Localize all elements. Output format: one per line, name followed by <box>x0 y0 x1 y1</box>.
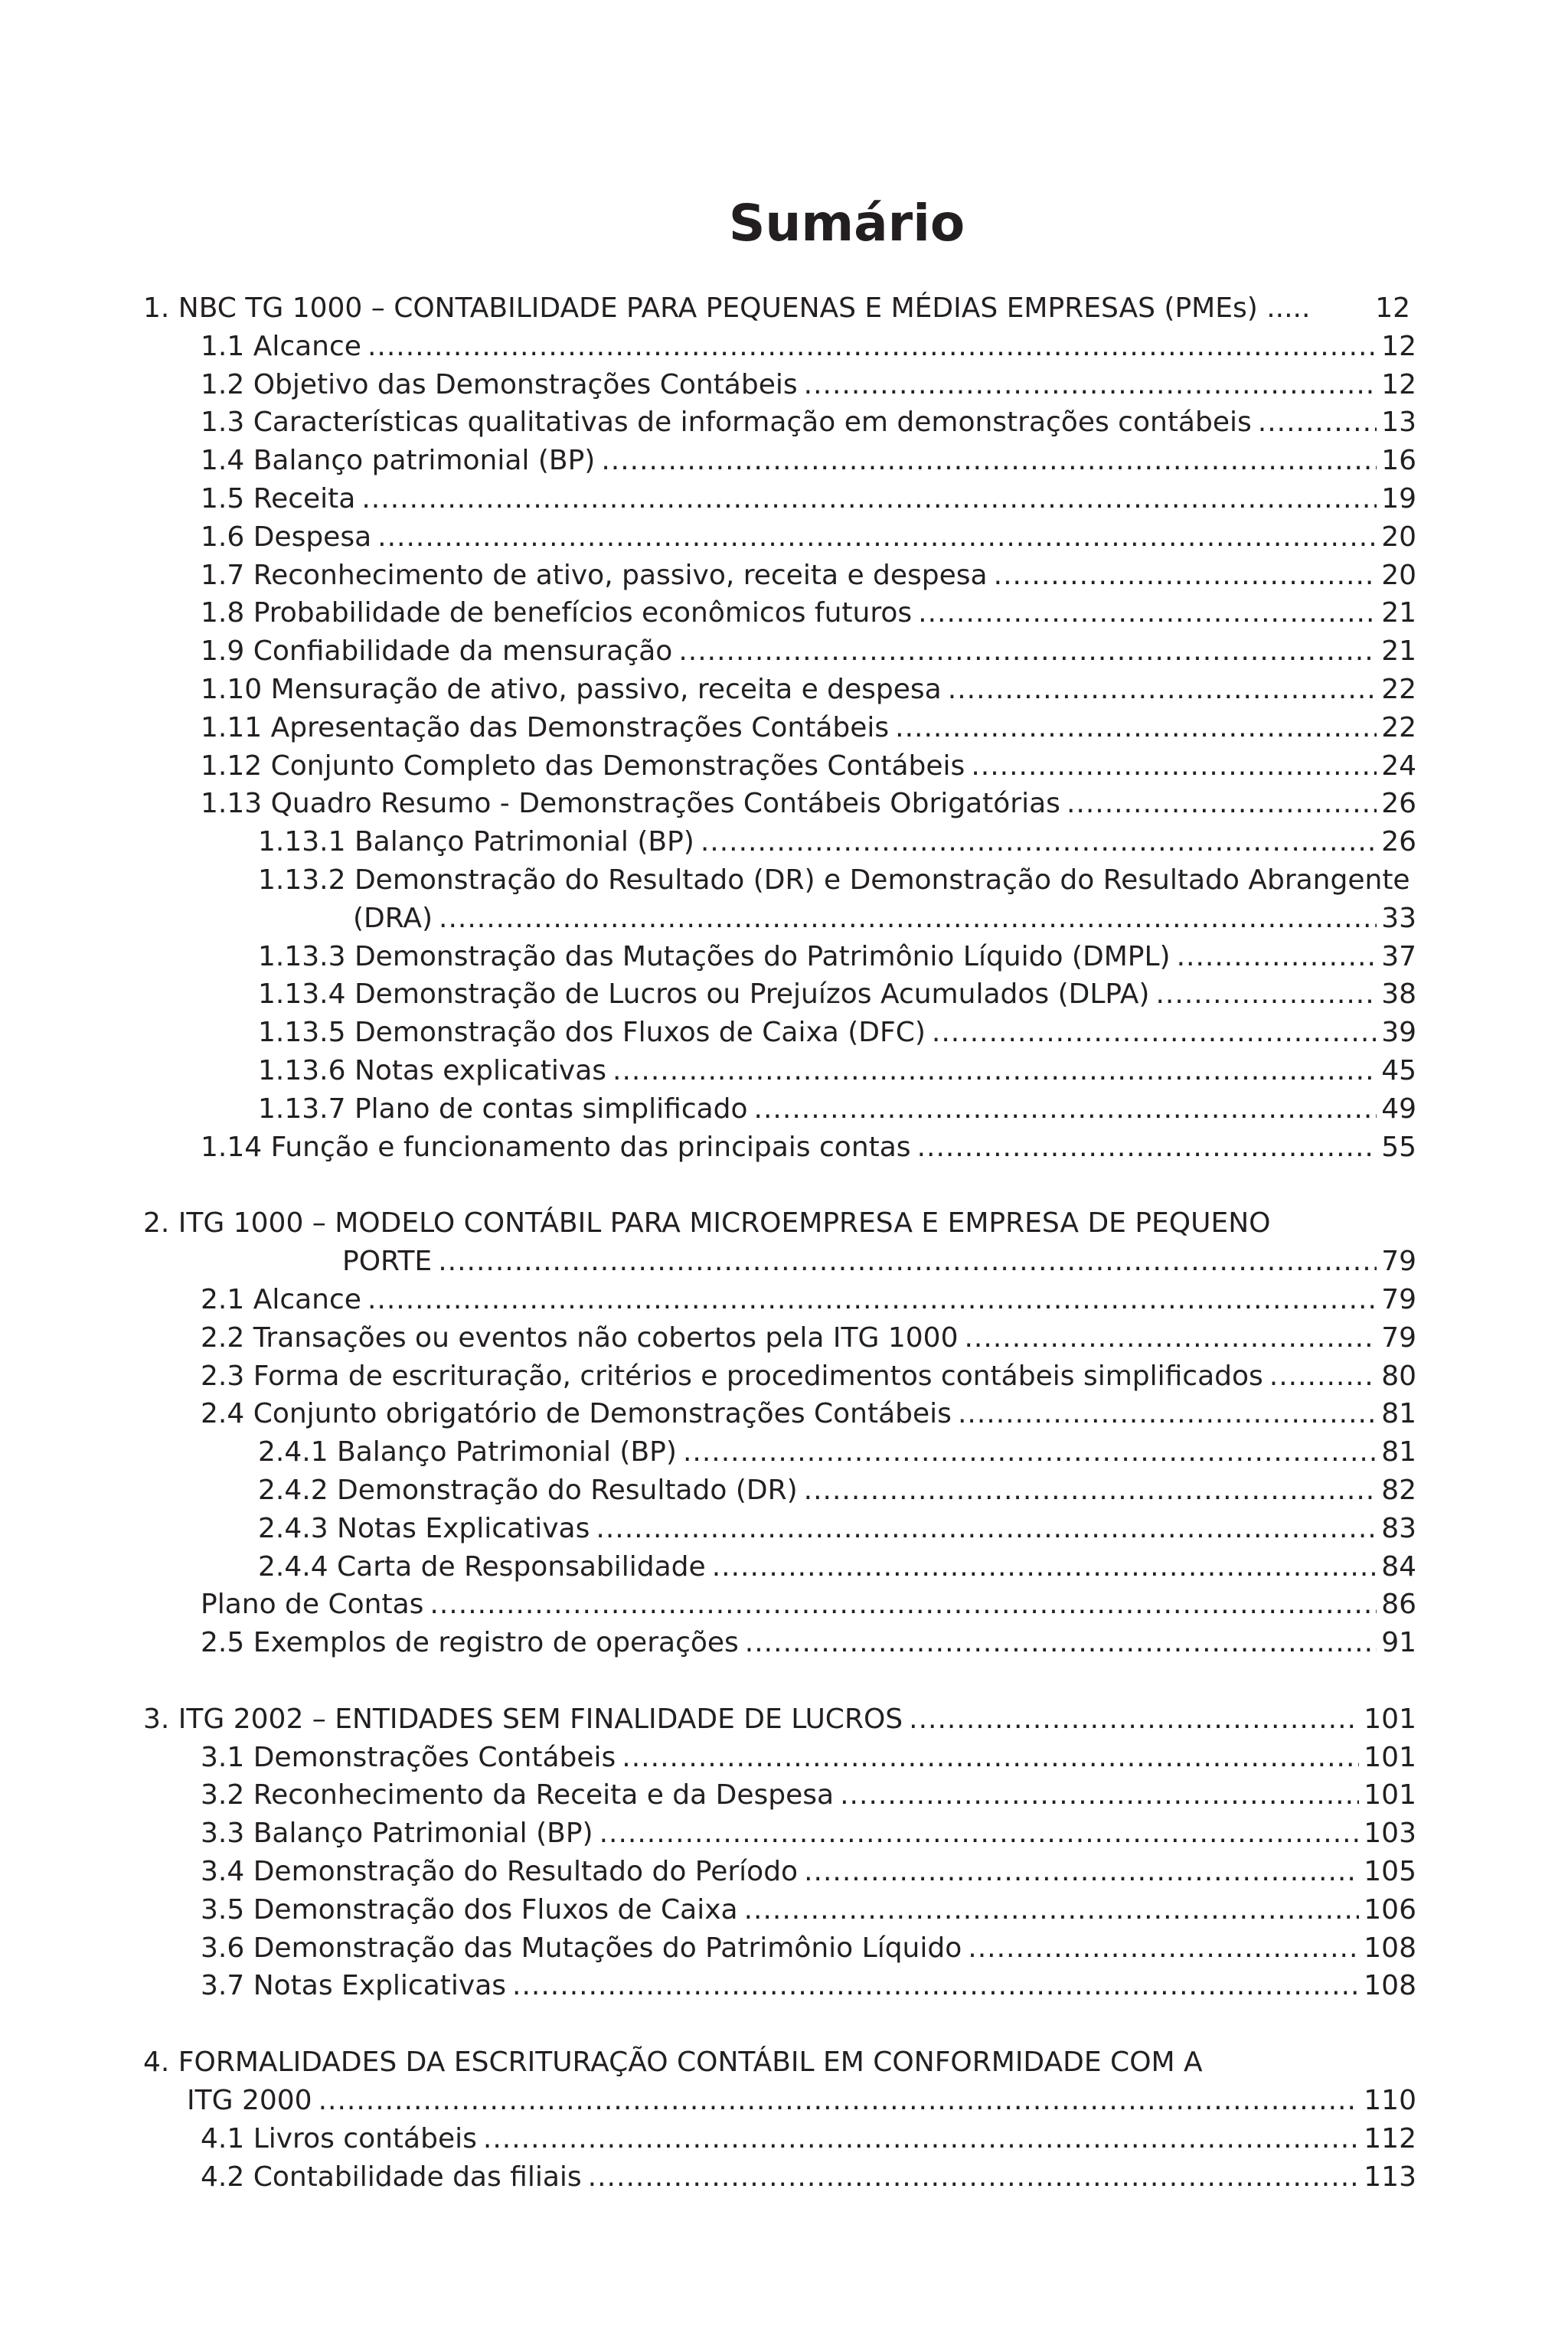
toc-entry <box>0 1357 1568 1396</box>
toc-entry-title: 1.13.5 Demonstração dos Fluxos de Caixa (DFC) <box>258 1017 926 1049</box>
leader-dots <box>840 1776 1359 1815</box>
toc-entry <box>0 1586 1568 1624</box>
toc-entry-title: 3.5 Demonstração dos Fluxos de Caixa <box>201 1893 738 1926</box>
toc-entry <box>0 1739 1568 1777</box>
leader-dots <box>1269 1357 1377 1396</box>
leader-dots <box>1155 975 1377 1014</box>
toc-entry-title: 1.10 Mensuração de ativo, passivo, receita e despesa <box>201 673 942 705</box>
leader-dots <box>744 1891 1360 1929</box>
toc-section-heading <box>0 1204 1568 1243</box>
toc-entry <box>0 480 1568 518</box>
leader-dots <box>804 366 1377 404</box>
toc-entry-title: 3.7 Notas Explicativas <box>201 1970 507 2002</box>
leader-dots <box>596 1510 1377 1548</box>
toc-entry-title: 3.3 Balanço Patrimonial (BP) <box>201 1818 593 1850</box>
toc-entry-title: 2.4 Conjunto obrigatório de Demonstrações Contábeis <box>201 1398 952 1430</box>
toc-entry <box>0 1967 1568 2005</box>
leader-dots <box>438 1243 1377 1281</box>
toc-subentry <box>0 823 1568 861</box>
leader-dots <box>804 1472 1377 1510</box>
toc-entry <box>0 594 1568 632</box>
toc-page-number: 37 <box>1381 940 1416 972</box>
toc-page-number: 55 <box>1381 1131 1416 1163</box>
toc-subentry <box>0 1014 1568 1052</box>
leader-dots <box>601 442 1377 480</box>
toc-entry-title: 1.4 Balanço patrimonial (BP) <box>201 445 596 477</box>
toc-entry-title: 1.13.6 Notas explicativas <box>258 1054 607 1086</box>
leader-dots <box>745 1624 1377 1662</box>
toc-entry-title: 2.4.1 Balanço Patrimonial (BP) <box>258 1436 677 1468</box>
toc-entry <box>0 785 1568 823</box>
toc-entry <box>0 442 1568 480</box>
toc-entry <box>0 1281 1568 1319</box>
toc-subentry <box>0 861 1568 900</box>
toc-entry <box>0 557 1568 595</box>
leader-dots <box>483 2120 1359 2158</box>
toc-section-heading-continuation <box>0 2082 1568 2120</box>
leader-dots <box>958 1395 1377 1433</box>
toc-subentry <box>0 1052 1568 1090</box>
toc-entry-title: 1.3 Características qualitativas de informação em demonstrações contábeis <box>201 407 1252 439</box>
toc-entry <box>0 518 1568 557</box>
toc-page-number: 82 <box>1381 1474 1416 1506</box>
leader-dots <box>318 2082 1360 2120</box>
toc-page-number: 106 <box>1364 1893 1416 1926</box>
toc-page-number: 22 <box>1381 711 1416 743</box>
toc-page-number: 112 <box>1364 2122 1416 2154</box>
leader-dots <box>1067 785 1377 823</box>
toc-entry-title: 1.9 Confiabilidade da mensuração <box>201 635 673 668</box>
toc-section-heading-continuation <box>0 1243 1568 1281</box>
toc-page-number: 26 <box>1381 826 1416 858</box>
toc-page-number: 86 <box>1381 1589 1416 1621</box>
toc-entry-title: 2.4.4 Carta de Responsabilidade <box>258 1550 706 1583</box>
toc-entry-title: 1.12 Conjunto Completo das Demonstrações Contábeis <box>201 750 965 782</box>
toc-entry-title: 1.13.3 Demonstração das Mutações do Patrimônio Líquido (DMPL) <box>258 940 1171 972</box>
page-title: Sumário <box>728 194 965 253</box>
toc-entry-title: 3.6 Demonstração das Mutações do Patrimônio Líquido <box>201 1932 962 1964</box>
leader-dots <box>439 900 1377 938</box>
toc-page-number: 84 <box>1381 1550 1416 1583</box>
leader-dots <box>804 1853 1359 1891</box>
toc-page-number: 113 <box>1364 2161 1416 2193</box>
leader-dots <box>430 1586 1377 1624</box>
toc-entry <box>0 1129 1568 1167</box>
toc-entry-title: 1.6 Despesa <box>201 521 372 553</box>
toc-entry <box>0 709 1568 747</box>
leader-dots <box>361 480 1377 518</box>
leader-dots <box>918 594 1377 632</box>
toc-entry <box>0 366 1568 404</box>
leader-dots <box>377 518 1377 557</box>
toc-page-number: 91 <box>1381 1627 1416 1659</box>
toc-entry <box>0 1815 1568 1853</box>
toc-entry-title: 3.4 Demonstração do Resultado do Período <box>201 1856 799 1888</box>
leader-dots <box>622 1739 1359 1777</box>
toc-page-number: 81 <box>1381 1436 1416 1468</box>
toc-entry <box>0 403 1568 442</box>
leader-dots <box>612 1052 1377 1090</box>
toc-entry <box>0 1929 1568 1968</box>
toc-entry-title: 1.13 Quadro Resumo - Demonstrações Contábeis Obrigatórias <box>201 788 1060 820</box>
toc-section-heading <box>0 289 1568 328</box>
leader-dots <box>701 823 1377 861</box>
toc-page-number: 21 <box>1381 597 1416 629</box>
toc-section-heading <box>0 1700 1568 1739</box>
toc-page-number: 49 <box>1381 1093 1416 1125</box>
toc-page-number: 39 <box>1381 1017 1416 1049</box>
toc-entry-title: 1. NBC TG 1000 – CONTABILIDADE PARA PEQUENAS E MÉDIAS EMPRESAS (PMEs) ..... <box>143 292 1311 324</box>
leader-dots <box>971 747 1377 786</box>
toc-page-number: 12 <box>1375 292 1410 324</box>
leader-dots <box>994 557 1377 595</box>
leader-dots <box>588 2158 1360 2197</box>
toc-page-number: 83 <box>1381 1512 1416 1544</box>
toc-page-number: 81 <box>1381 1398 1416 1430</box>
toc-page-number: 38 <box>1381 978 1416 1011</box>
toc-entry <box>0 328 1568 366</box>
toc-entry-title: 2.4.3 Notas Explicativas <box>258 1512 590 1544</box>
toc-entry-title: 1.13.2 Demonstração do Resultado (DR) e Demonstração do Resultado Abrangente <box>258 864 1410 896</box>
leader-dots <box>754 1090 1377 1129</box>
toc-entry-title: 1.13.7 Plano de contas simplificado <box>258 1093 748 1125</box>
leader-dots <box>599 1815 1360 1853</box>
toc-entry-title: 1.13.4 Demonstração de Lucros ou Prejuízos Acumulados (DLPA) <box>258 978 1150 1011</box>
toc-entry <box>0 1776 1568 1815</box>
toc-page-number: 20 <box>1381 559 1416 591</box>
toc-page-number: 21 <box>1381 635 1416 668</box>
leader-dots <box>909 1700 1359 1739</box>
toc-entry-title: 2.1 Alcance <box>201 1283 361 1315</box>
toc-page-number: 108 <box>1364 1970 1416 2002</box>
toc-subentry-continuation <box>0 900 1568 938</box>
toc-entry <box>0 671 1568 709</box>
toc-entry-title: 1.1 Alcance <box>201 330 361 362</box>
toc-page-number: 16 <box>1381 445 1416 477</box>
toc-entry-title: 4. FORMALIDADES DA ESCRITURAÇÃO CONTÁBIL EM CONFORMIDADE COM A <box>143 2047 1203 2079</box>
toc-subentry <box>0 1090 1568 1129</box>
table-of-contents <box>0 289 1568 2196</box>
leader-dots <box>968 1929 1359 1968</box>
toc-entry-title: 2.3 Forma de escrituração, critérios e procedimentos contábeis simplificados <box>201 1360 1263 1392</box>
toc-subentry <box>0 1510 1568 1548</box>
toc-entry-title-continuation: ITG 2000 <box>187 2085 312 2117</box>
leader-dots <box>712 1548 1377 1586</box>
toc-entry-title: 1.7 Reconhecimento de ativo, passivo, receita e despesa <box>201 559 988 591</box>
toc-page-number: 12 <box>1381 368 1416 400</box>
toc-entry <box>0 1853 1568 1891</box>
leader-dots <box>895 709 1377 747</box>
toc-page-number: 20 <box>1381 521 1416 553</box>
toc-page-number: 12 <box>1381 330 1416 362</box>
toc-entry-title: 2. ITG 1000 – MODELO CONTÁBIL PARA MICROEMPRESA E EMPRESA DE PEQUENO <box>143 1207 1271 1240</box>
toc-entry-title: 3.1 Demonstrações Contábeis <box>201 1741 616 1773</box>
toc-entry-title: 1.2 Objetivo das Demonstrações Contábeis <box>201 368 798 400</box>
leader-dots <box>1177 938 1377 976</box>
toc-page-number: 24 <box>1381 750 1416 782</box>
leader-dots <box>932 1014 1377 1052</box>
toc-page-number: 108 <box>1364 1932 1416 1964</box>
toc-entry-title: 2.2 Transações ou eventos não cobertos pela ITG 1000 <box>201 1321 959 1354</box>
leader-dots <box>368 328 1377 366</box>
toc-page-number: 79 <box>1381 1283 1416 1315</box>
toc-subentry <box>0 938 1568 976</box>
toc-page-number: 79 <box>1381 1321 1416 1354</box>
toc-entry-title: 2.5 Exemplos de registro de operações <box>201 1627 739 1659</box>
toc-entry-title: Plano de Contas <box>201 1589 424 1621</box>
toc-entry <box>0 1624 1568 1662</box>
toc-subentry <box>0 1472 1568 1510</box>
leader-dots <box>683 1433 1377 1472</box>
leader-dots <box>368 1281 1377 1319</box>
toc-subentry <box>0 1548 1568 1586</box>
toc-entry-title: 1.5 Receita <box>201 482 356 514</box>
toc-entry-title: 4.2 Contabilidade das filiais <box>201 2161 582 2193</box>
toc-page-number: 80 <box>1381 1360 1416 1392</box>
leader-dots <box>1258 403 1377 442</box>
toc-page-number: 33 <box>1381 902 1416 934</box>
toc-subentry <box>0 1433 1568 1472</box>
toc-section-heading <box>0 2043 1568 2082</box>
leader-dots <box>917 1129 1377 1167</box>
leader-dots <box>512 1967 1359 2005</box>
toc-page-number: 110 <box>1364 2085 1416 2117</box>
toc-entry <box>0 2120 1568 2158</box>
toc-entry-title: 2.4.2 Demonstração do Resultado (DR) <box>258 1474 798 1506</box>
toc-entry-title-continuation: PORTE <box>342 1246 433 1278</box>
toc-entry <box>0 1319 1568 1357</box>
toc-entry-title: 1.8 Probabilidade de benefícios econômicos futuros <box>201 597 913 629</box>
toc-page-number: 79 <box>1381 1246 1416 1278</box>
toc-entry-title: 1.13.1 Balanço Patrimonial (BP) <box>258 826 694 858</box>
toc-entry <box>0 747 1568 786</box>
toc-entry <box>0 1395 1568 1433</box>
toc-entry-title: 4.1 Livros contábeis <box>201 2122 477 2154</box>
toc-page-number: 101 <box>1364 1703 1416 1735</box>
toc-subentry <box>0 975 1568 1014</box>
toc-page-number: 101 <box>1364 1741 1416 1773</box>
toc-page-number: 45 <box>1381 1054 1416 1086</box>
toc-entry-title: 1.11 Apresentação das Demonstrações Contábeis <box>201 711 890 743</box>
leader-dots <box>678 632 1377 671</box>
toc-page-number: 13 <box>1381 407 1416 439</box>
leader-dots <box>964 1319 1377 1357</box>
toc-page-number: 103 <box>1364 1818 1416 1850</box>
toc-entry-title: 3. ITG 2002 – ENTIDADES SEM FINALIDADE DE LUCROS <box>143 1703 903 1735</box>
toc-entry <box>0 2158 1568 2197</box>
toc-page-number: 22 <box>1381 673 1416 705</box>
leader-dots <box>948 671 1377 709</box>
toc-entry <box>0 632 1568 671</box>
toc-entry-title-continuation: (DRA) <box>353 902 433 934</box>
toc-entry-title: 3.2 Reconhecimento da Receita e da Despesa <box>201 1779 835 1811</box>
toc-page-number: 26 <box>1381 788 1416 820</box>
toc-entry <box>0 1891 1568 1929</box>
toc-page-number: 101 <box>1364 1779 1416 1811</box>
toc-page-number: 105 <box>1364 1856 1416 1888</box>
toc-entry-title: 1.14 Função e funcionamento das principais contas <box>201 1131 911 1163</box>
toc-page-number: 19 <box>1381 482 1416 514</box>
